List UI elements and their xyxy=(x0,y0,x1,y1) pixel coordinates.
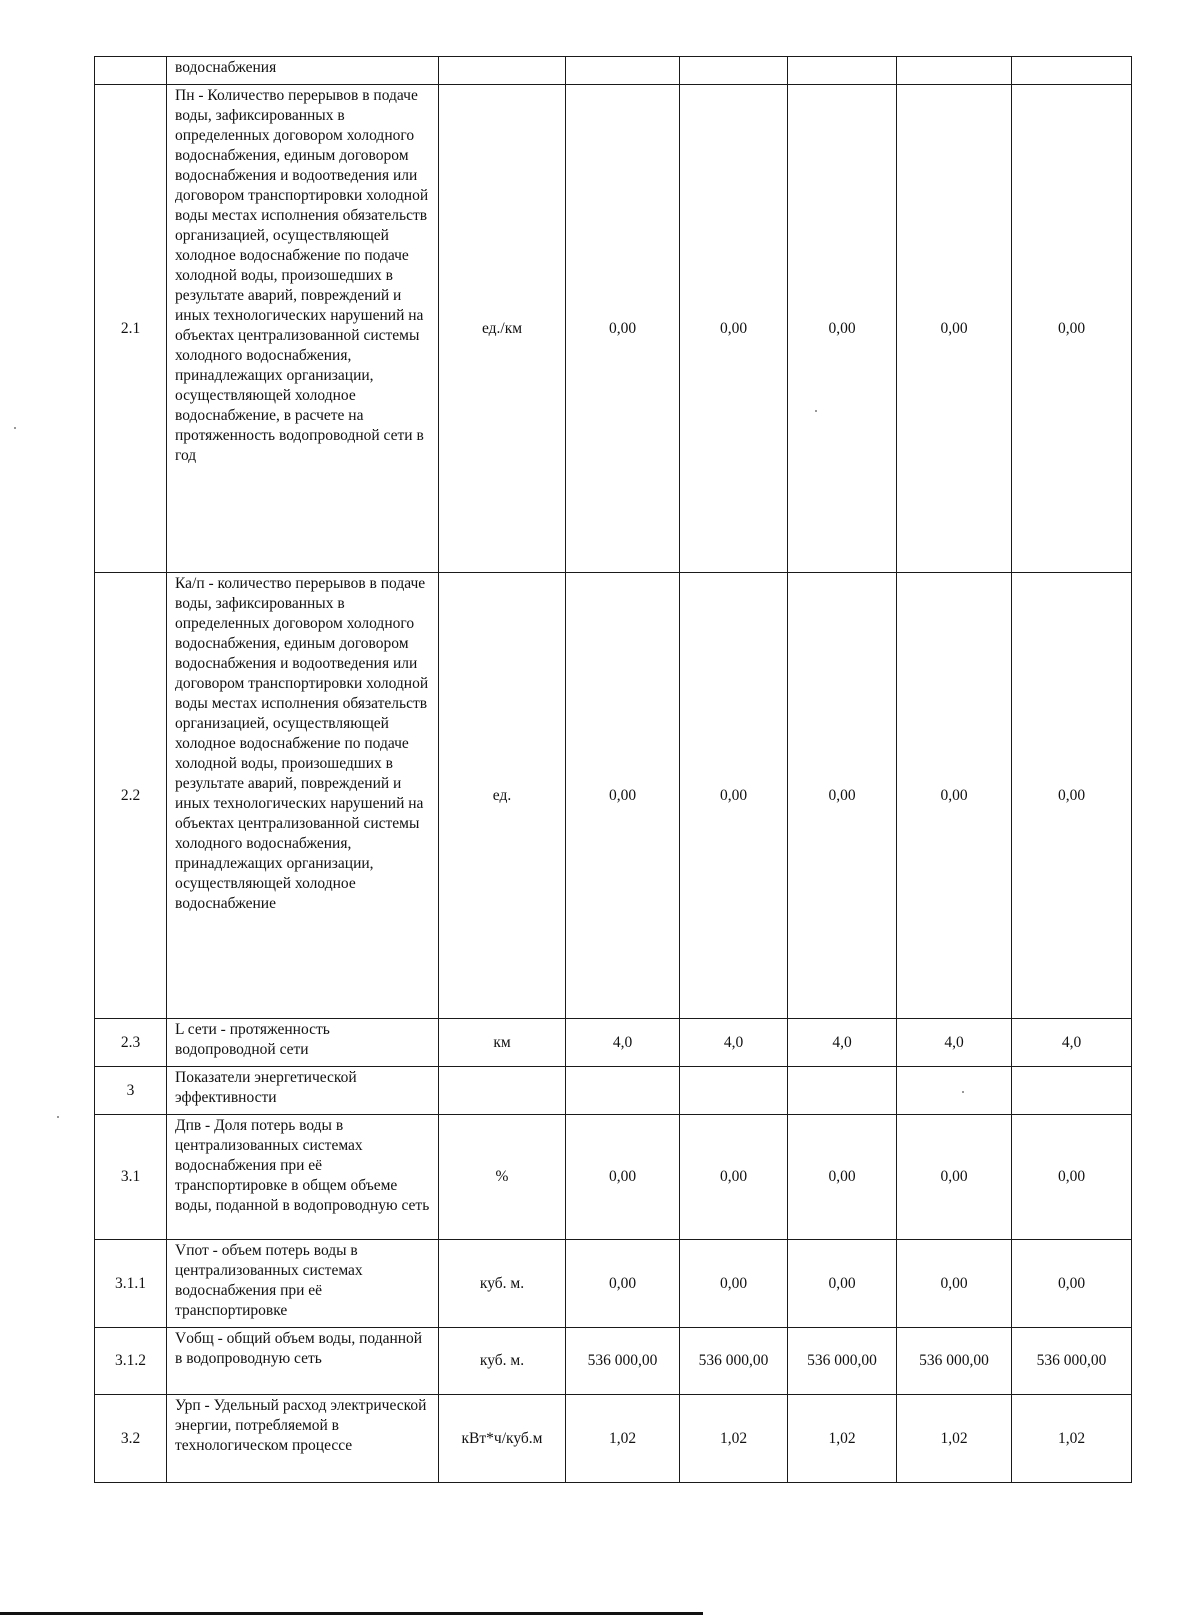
value-cell: 0,00 xyxy=(788,1240,897,1328)
value-cell: 0,00 xyxy=(566,85,680,573)
indicator-description: Показатели энергетической эффективности xyxy=(167,1067,439,1115)
value-cell: 0,00 xyxy=(1012,85,1132,573)
value-cell: 1,02 xyxy=(788,1395,897,1483)
unit-cell xyxy=(439,1067,566,1115)
value-cell: 536 000,00 xyxy=(788,1328,897,1395)
scan-speck xyxy=(14,427,16,429)
table-row xyxy=(95,85,1132,573)
unit-cell: кВт*ч/куб.м xyxy=(439,1395,566,1483)
value-cell: 536 000,00 xyxy=(680,1328,788,1395)
value-cell: 0,00 xyxy=(680,1115,788,1240)
table-row xyxy=(95,1067,1132,1115)
value-cell: 0,00 xyxy=(1012,1240,1132,1328)
value-cell: 0,00 xyxy=(566,573,680,1019)
row-number: 2.2 xyxy=(95,573,167,1019)
row-number: 2.3 xyxy=(95,1019,167,1067)
indicator-description: Урп - Удельный расход электрической энергии, потребляемой в технологическом процессе xyxy=(167,1395,439,1483)
row-number: 3 xyxy=(95,1067,167,1115)
scan-edge-line xyxy=(0,1612,703,1615)
row-number: 2.1 xyxy=(95,85,167,573)
value-cell: 1,02 xyxy=(897,1395,1012,1483)
value-cell: 0,00 xyxy=(680,85,788,573)
indicators-table xyxy=(94,56,1132,1483)
scan-speck xyxy=(815,410,817,412)
value-cell: 0,00 xyxy=(680,573,788,1019)
scan-speck xyxy=(57,1116,59,1118)
value-cell xyxy=(788,1067,897,1115)
value-cell xyxy=(566,1067,680,1115)
value-cell: 536 000,00 xyxy=(897,1328,1012,1395)
value-cell: 1,02 xyxy=(566,1395,680,1483)
value-cell: 4,0 xyxy=(566,1019,680,1067)
table-row xyxy=(95,573,1132,1019)
value-cell: 4,0 xyxy=(788,1019,897,1067)
indicator-description: Ка/п - количество перерывов в подаче воды, зафиксированных в определенных договором холодного водоснабжения, единым договором водоснабжения и водоотведения или договором транспортировки холодной воды местах исполнения обязательств организацией, осуществляющей холодное водоснабжение по подаче холодной воды, произошедших в результате аварий, повреждений и иных технологических нарушений на объектах централизованной системы холодного водоснабжения, принадлежащих организации, осуществляющей холодное водоснабжение xyxy=(167,573,439,1019)
indicator-description: Пн - Количество перерывов в подаче воды, зафиксированных в определенных договором холодного водоснабжения, единым договором водоснабжения и водоотведения или договором транспортировки холодной воды местах исполнения обязательств организацией, осуществляющей холодное водоснабжение по подаче холодной воды, произошедших в результате аварий, повреждений и иных технологических нарушений на объектах централизованной системы холодного водоснабжения, принадлежащих организации, осуществляющей холодное водоснабжение, в расчете на протяженность водопроводной сети в год xyxy=(167,85,439,573)
scan-speck xyxy=(962,1091,964,1093)
unit-cell: % xyxy=(439,1115,566,1240)
value-cell: 0,00 xyxy=(788,573,897,1019)
value-cell: 0,00 xyxy=(897,85,1012,573)
value-cell xyxy=(680,57,788,85)
table-row xyxy=(95,1115,1132,1240)
unit-cell xyxy=(439,57,566,85)
row-number: 3.1 xyxy=(95,1115,167,1240)
row-number: 3.1.2 xyxy=(95,1328,167,1395)
row-number: 3.2 xyxy=(95,1395,167,1483)
value-cell: 4,0 xyxy=(897,1019,1012,1067)
table-row xyxy=(95,57,1132,85)
value-cell xyxy=(1012,1067,1132,1115)
table-row xyxy=(95,1328,1132,1395)
table-row xyxy=(95,1240,1132,1328)
table-row xyxy=(95,1395,1132,1483)
value-cell xyxy=(680,1067,788,1115)
value-cell: 0,00 xyxy=(897,1240,1012,1328)
value-cell: 0,00 xyxy=(680,1240,788,1328)
value-cell xyxy=(897,1067,1012,1115)
value-cell: 1,02 xyxy=(1012,1395,1132,1483)
unit-cell: ед./км xyxy=(439,85,566,573)
value-cell: 0,00 xyxy=(788,85,897,573)
value-cell xyxy=(897,57,1012,85)
value-cell xyxy=(1012,57,1132,85)
value-cell: 536 000,00 xyxy=(1012,1328,1132,1395)
row-number: 3.1.1 xyxy=(95,1240,167,1328)
indicator-description: Vобщ - общий объем воды, поданной в водопроводную сеть xyxy=(167,1328,439,1395)
indicator-description: водоснабжения xyxy=(167,57,439,85)
unit-cell: км xyxy=(439,1019,566,1067)
value-cell: 0,00 xyxy=(788,1115,897,1240)
value-cell: 4,0 xyxy=(680,1019,788,1067)
indicator-description: Vпот - объем потерь воды в централизованных системах водоснабжения при её транспортировке xyxy=(167,1240,439,1328)
indicator-description: Дпв - Доля потерь воды в централизованных системах водоснабжения при её транспортировке в общем объеме воды, поданной в водопроводную сеть xyxy=(167,1115,439,1240)
value-cell: 0,00 xyxy=(566,1115,680,1240)
value-cell xyxy=(566,57,680,85)
indicator-description: L сети - протяженность водопроводной сети xyxy=(167,1019,439,1067)
unit-cell: куб. м. xyxy=(439,1240,566,1328)
value-cell: 536 000,00 xyxy=(566,1328,680,1395)
value-cell: 0,00 xyxy=(897,1115,1012,1240)
unit-cell: куб. м. xyxy=(439,1328,566,1395)
value-cell: 1,02 xyxy=(680,1395,788,1483)
value-cell: 0,00 xyxy=(1012,1115,1132,1240)
value-cell: 4,0 xyxy=(1012,1019,1132,1067)
value-cell: 0,00 xyxy=(566,1240,680,1328)
table-row xyxy=(95,1019,1132,1067)
value-cell: 0,00 xyxy=(897,573,1012,1019)
row-number xyxy=(95,57,167,85)
table-body xyxy=(95,57,1132,1483)
unit-cell: ед. xyxy=(439,573,566,1019)
value-cell xyxy=(788,57,897,85)
value-cell: 0,00 xyxy=(1012,573,1132,1019)
